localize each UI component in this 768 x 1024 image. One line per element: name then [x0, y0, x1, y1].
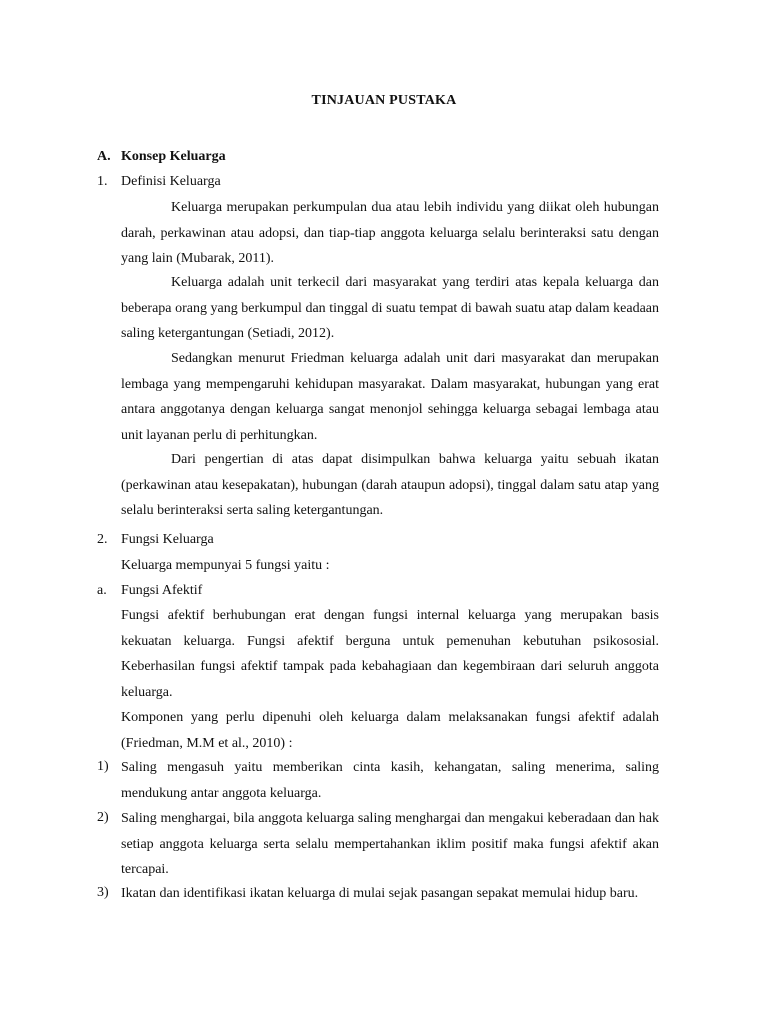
paragraph: Keluarga merupakan perkumpulan dua atau lebih individu yang diikat oleh hubungan darah, perkawinan atau adopsi, dan tiap-tiap anggota keluarga selalu berinteraksi satu dengan yang lain (Mubarak, 2011). [121, 200, 659, 266]
subsection-label: Fungsi Afektif [121, 583, 203, 598]
subsection-label: Definisi Keluarga [121, 174, 221, 189]
paragraph: Dari pengertian di atas dapat disimpulkan bahwa keluarga yaitu sebuah ikatan (perkawinan atau kesepakatan), hubungan (darah ataupun adopsi), tinggal dalam satu atap yang selalu berinteraksi serta saling ketergantungan. [121, 452, 659, 518]
section-label: Konsep Keluarga [121, 149, 226, 164]
paragraph: Fungsi afektif berhubungan erat dengan fungsi internal keluarga yang merupakan basis kekuatan keluarga. Fungsi afektif berguna untuk pemenuhan kebutuhan psikososial. Keberhasilan fungsi afektif tampak pada kebahagiaan dan kegembiraan dari seluruh anggota keluarga. [121, 608, 659, 700]
list-item-text: Saling mengasuh yaitu memberikan cinta kasih, kehangatan, saling menerima, saling mendukung antar anggota keluarga. [121, 760, 659, 801]
subsection-marker: 2. [97, 532, 108, 547]
paragraph: Sedangkan menurut Friedman keluarga adalah unit dari masyarakat dan merupakan lembaga yang mempengaruhi kehidupan masyarakat. Dalam masyarakat, hubungan yang erat antara anggotanya dengan keluarga sangat menonjol sehingga keluarga sebagai lembaga atau unit layanan perlu di perhitungkan. [121, 351, 659, 443]
section-heading-a [97, 149, 226, 165]
subsection-marker: a. [97, 583, 107, 598]
list-marker: 2) [97, 810, 109, 825]
section-marker: A. [97, 149, 111, 164]
paragraph: Komponen yang perlu dipenuhi oleh keluarga dalam melaksanakan fungsi afektif adalah (Friedman, M.M et al., 2010) : [121, 710, 659, 751]
list-marker: 1) [97, 759, 109, 774]
list-marker: 3) [97, 885, 109, 900]
subsection-marker: 1. [97, 174, 108, 189]
subsection-label: Fungsi Keluarga [121, 532, 214, 547]
page-title: TINJAUAN PUSTAKA [311, 93, 457, 108]
list-item-text: Saling menghargai, bila anggota keluarga saling menghargai dan mengakui keberadaan dan hak setiap anggota keluarga serta selalu mempertahankan iklim positif maka fungsi afektif akan tercapai. [121, 811, 659, 877]
paragraph: Keluarga mempunyai 5 fungsi yaitu : [121, 558, 330, 573]
list-item-text: Ikatan dan identifikasi ikatan keluarga di mulai sejak pasangan sepakat memulai hidup baru. [121, 886, 639, 901]
paragraph: Keluarga adalah unit terkecil dari masyarakat yang terdiri atas kepala keluarga dan beberapa orang yang berkumpul dan tinggal di suatu tempat di bawah suatu atap dalam keadaan saling ketergantungan (Setiadi, 2012). [121, 275, 659, 341]
